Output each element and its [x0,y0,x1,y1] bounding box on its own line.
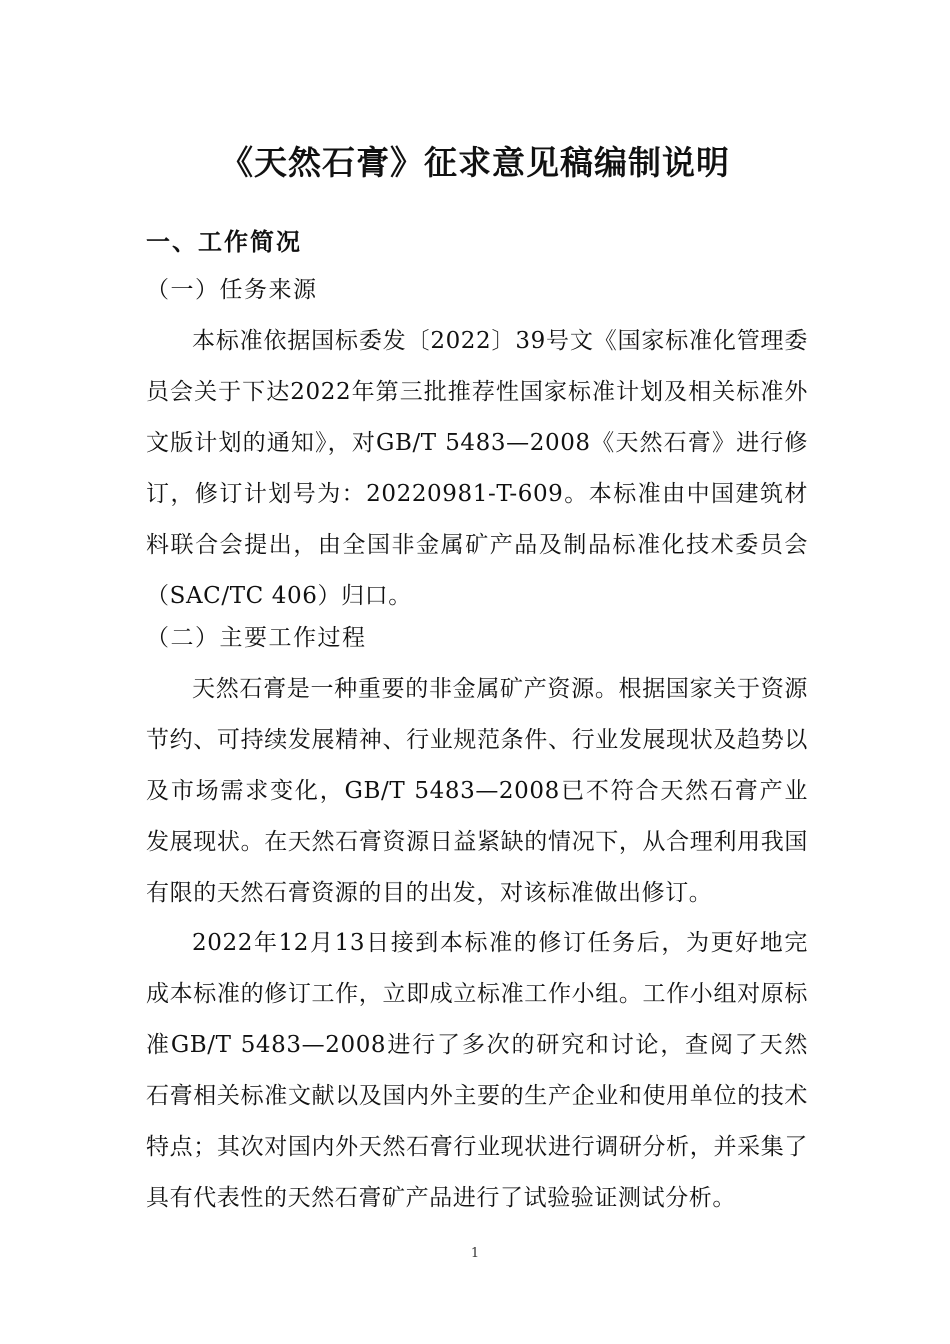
document-title: 《天然石膏》征求意见稿编制说明 [220,143,730,182]
page-number: 1 [470,1246,480,1261]
section-heading-work-overview: 一、工作简况 [146,227,302,256]
subsection-heading-task-source: （一）任务来源 [146,277,318,303]
paragraph-task-source: 本标准依据国标委发〔2022〕39号文《国家标准化管理委员会关于下达2022年第三批推荐性国家标准计划及相关标准外文版计划的通知》，对GB/T 5483—2008《天然石膏》进行修订，修订计划号为：20220981-T-609。本标准由中国建筑材料联合会提出，由全国非金属矿产品及制品标准化技术委员会（SAC/TC 406）归口。 [146,328,808,609]
paragraph-revision-process: 2022年12月13日接到本标准的修订任务后，为更好地完成本标准的修订工作，立即成立标准工作小组。工作小组对原标准GB/T 5483—2008进行了多次的研究和讨论，查阅了天然石膏相关标准文献以及国内外主要的生产企业和使用单位的技术特点；其次对国内外天然石膏行业现状进行调研分析，并采集了具有代表性的天然石膏矿产品进行了试验验证测试分析。 [146,930,808,1211]
paragraph-background: 天然石膏是一种重要的非金属矿产资源。根据国家关于资源节约、可持续发展精神、行业规范条件、行业发展现状及趋势以及市场需求变化，GB/T 5483—2008已不符合天然石膏产业发展现状。在天然石膏资源日益紧缺的情况下，从合理利用我国有限的天然石膏资源的目的出发，对该标准做出修订。 [146,676,808,906]
subsection-heading-work-process: （二）主要工作过程 [146,625,367,651]
